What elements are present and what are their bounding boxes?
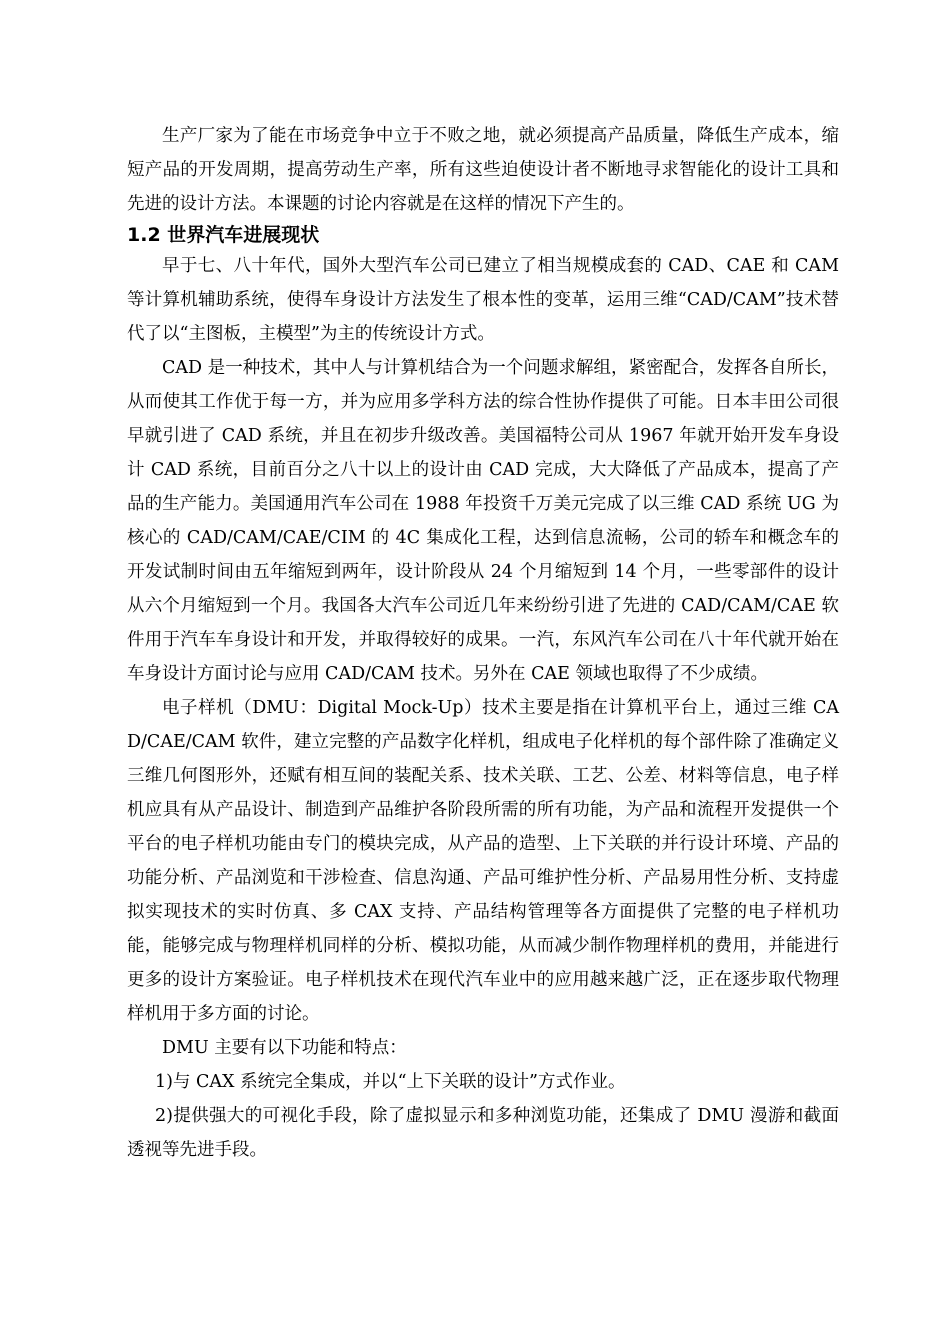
intro-paragraph: 生产厂家为了能在市场竞争中立于不败之地，就必须提高产品质量，降低生产成本，缩短产品的开发周期，提高劳动生产率，所有这些迫使设计者不断地寻求智能化的设计工具和先进的设计方法。本课题的讨论内容就是在这样的情况下产生的。 — [127, 126, 839, 214]
list-item: 1)与 CAX 系统完全集成，并以“上下关联的设计”方式作业。 — [155, 1072, 626, 1092]
body-paragraph-dmu: 电子样机（DMU：Digital Mock-Up）技术主要是指在计算机平台上，通过三维 CAD/CAE/CAM 软件，建立完整的产品数字化样机，组成电子化样机的每个部件除了准确定义三维几何图形外，还赋有相互间的装配关系、技术关联、工艺、公差、材料等信息，电子样机应具有从产品设计、制造到产品维护各阶段所需的所有功能，为产品和流程开发提供一个平台的电子样机功能由专门的模块完成，从产品的造型、上下关联的并行设计环境、产品的功能分析、产品浏览和干涉检查、信息沟通、产品可维护性分析、产品易用性分析、支持虚拟实现技术的实时仿真、多 CAX 支持、产品结构管理等各方面提供了完整的电子样机功能，能够完成与物理样机同样的分析、模拟功能，从而减少制作物理样机的费用，并能进行更多的设计方案验证。电子样机技术在现代汽车业中的应用越来越广泛，正在逐步取代物理样机用于多方面的讨论。 — [127, 698, 839, 1024]
list-item: 2)提供强大的可视化手段，除了虚拟显示和多种浏览功能，还集成了 DMU 漫游和截面透视等先进手段。 — [127, 1106, 839, 1160]
document-page — [127, 119, 839, 1167]
body-paragraph-cad: CAD 是一种技术，其中人与计算机结合为一个问题求解组，紧密配合，发挥各自所长，从而使其工作优于每一方，并为应用多学科方法的综合性协作提供了可能。日本丰田公司很早就引进了 CAD 系统，并且在初步升级改善。美国福特公司从 1967 年就开始开发车身设计 CAD 系统，目前百分之八十以上的设计由 CAD 完成，大大降低了产品成本，提高了产品的生产能力。美国通用汽车公司在 1988 年投资千万美元完成了以三维 CAD 系统 UG 为核心的 CAD/CAM/CAE/CIM 的 4C 集成化工程，达到信息流畅，公司的轿车和概念车的开发试制时间由五年缩短到两年，设计阶段从 24 个月缩短到 14 个月，一些零部件的设计从六个月缩短到一个月。我国各大汽车公司近几年来纷纷引进了先进的 CAD/CAM/CAE 软件用于汽车车身设计和开发，并取得较好的成果。一汽，东风汽车公司在八十年代就开始在车身设计方面讨论与应用 CAD/CAM 技术。另外在 CAE 领域也取得了不少成绩。 — [127, 358, 839, 684]
body-paragraph-dmu-features-intro: DMU 主要有以下功能和特点： — [162, 1038, 407, 1058]
body-paragraph-history: 早于七、八十年代，国外大型汽车公司已建立了相当规模成套的 CAD、CAE 和 CAM 等计算机辅助系统，使得车身设计方法发生了根本性的变革，运用三维“CAD/CAM”技术替代了以“主图板，主模型”为主的传统设计方式。 — [127, 256, 839, 344]
section-heading: 1.2 世界汽车进展现状 — [127, 224, 320, 246]
